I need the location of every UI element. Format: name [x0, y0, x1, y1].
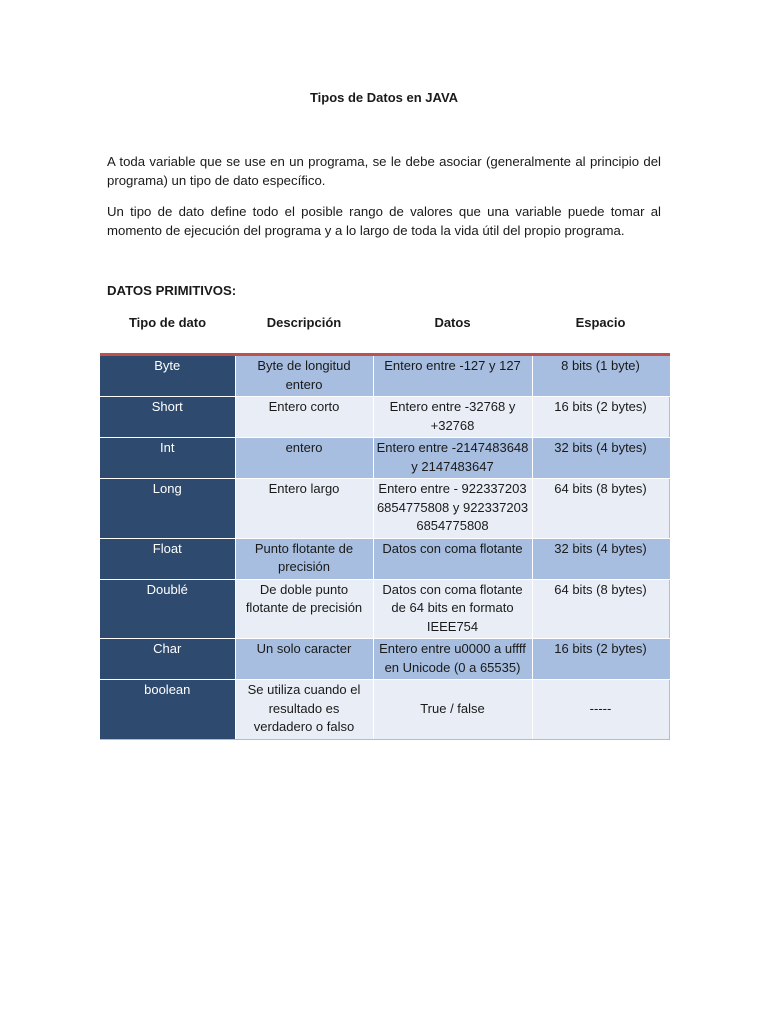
table-row [100, 538, 669, 579]
data-types-table [100, 313, 669, 740]
cell-descripcion: Entero largo [235, 479, 373, 539]
cell-tipo: Char [100, 639, 235, 680]
definition-paragraph: Un tipo de dato define todo el posible rango de valores que una variable puede tomar al momento de ejecución del programa y a lo largo de toda la vida útil del propio programa. [107, 204, 661, 238]
cell-espacio: 64 bits (8 bytes) [532, 479, 669, 539]
table-row [100, 579, 669, 639]
cell-descripcion: De doble punto flotante de precisión [235, 579, 373, 639]
cell-datos: Entero entre u0000 a uffff en Unicode (0 a 65535) [373, 639, 532, 680]
cell-descripcion: Byte de longitud entero [235, 355, 373, 397]
cell-espacio: 32 bits (4 bytes) [532, 438, 669, 479]
section-heading: DATOS PRIMITIVOS: [107, 283, 237, 298]
cell-datos: Entero entre - 9223372036854775808 y 9223372036854775808 [373, 479, 532, 539]
cell-tipo: Long [100, 479, 235, 539]
cell-espacio: 16 bits (2 bytes) [532, 639, 669, 680]
cell-datos: True / false [373, 680, 532, 740]
cell-tipo: Byte [100, 355, 235, 397]
cell-espacio: 8 bits (1 byte) [532, 355, 669, 397]
table-header-row [100, 313, 669, 355]
cell-descripcion: entero [235, 438, 373, 479]
cell-descripcion: Un solo caracter [235, 639, 373, 680]
cell-datos: Datos con coma flotante [373, 538, 532, 579]
header-espacio: Espacio [532, 313, 669, 355]
cell-datos: Datos con coma flotante de 64 bits en formato IEEE754 [373, 579, 532, 639]
cell-tipo: Float [100, 538, 235, 579]
cell-tipo: Short [100, 397, 235, 438]
document-title: Tipos de Datos en JAVA [309, 90, 459, 105]
table-row [100, 639, 669, 680]
cell-datos: Entero entre -127 y 127 [373, 355, 532, 397]
table-row [100, 397, 669, 438]
cell-datos: Entero entre -2147483648 y 2147483647 [373, 438, 532, 479]
cell-descripcion: Punto flotante de precisión [235, 538, 373, 579]
table-row [100, 355, 669, 397]
cell-tipo: boolean [100, 680, 235, 740]
cell-descripcion: Se utiliza cuando el resultado es verdadero o falso [235, 680, 373, 740]
cell-tipo: Int [100, 438, 235, 479]
table-row [100, 438, 669, 479]
header-tipo: Tipo de dato [100, 313, 235, 355]
cell-espacio: ----- [532, 680, 669, 740]
cell-espacio: 32 bits (4 bytes) [532, 538, 669, 579]
cell-tipo: Doublé [100, 579, 235, 639]
cell-espacio: 16 bits (2 bytes) [532, 397, 669, 438]
cell-espacio: 64 bits (8 bytes) [532, 579, 669, 639]
cell-descripcion: Entero corto [235, 397, 373, 438]
intro-paragraph: A toda variable que se use en un programa, se le debe asociar (generalmente al principio del programa) un tipo de dato específico. [107, 154, 661, 188]
header-descripcion: Descripción [235, 313, 373, 355]
table-row [100, 680, 669, 740]
header-datos: Datos [373, 313, 532, 355]
table-row [100, 479, 669, 539]
cell-datos: Entero entre -32768 y +32768 [373, 397, 532, 438]
